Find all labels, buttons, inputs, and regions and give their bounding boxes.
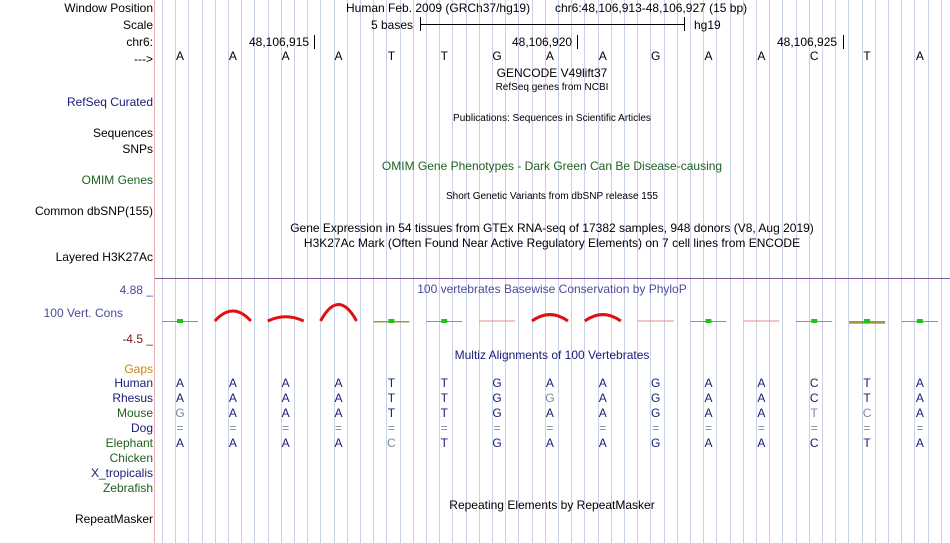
alignment-base: G xyxy=(492,376,502,390)
alignment-base: T xyxy=(387,406,396,420)
alignment-base: A xyxy=(228,436,237,450)
base-letter: A xyxy=(704,49,713,63)
alignment-base: = xyxy=(863,421,871,435)
phylop-bar-positive xyxy=(532,315,568,321)
alignment-base: = xyxy=(176,421,184,435)
alignment-base: T xyxy=(387,376,396,390)
refseq-track-title[interactable]: RefSeq genes from NCBI xyxy=(495,82,609,93)
alignment-base: = xyxy=(652,421,660,435)
alignment-base: C xyxy=(809,376,819,390)
species-label[interactable]: Chicken xyxy=(109,451,153,465)
alignment-base: G xyxy=(650,406,661,420)
alignment-base: A xyxy=(334,391,343,405)
phylop-conservation-plot[interactable] xyxy=(0,296,950,336)
base-letter: T xyxy=(387,49,396,63)
alignment-base: A xyxy=(228,391,237,405)
tick-mark-1 xyxy=(314,35,315,49)
species-label[interactable]: Elephant xyxy=(105,436,153,450)
chrom-label: chr6: xyxy=(126,35,153,49)
alignment-base: A xyxy=(281,406,290,420)
phylop-bar-positive xyxy=(585,315,621,321)
alignment-base: A xyxy=(598,391,607,405)
scale-db: hg19 xyxy=(694,18,721,32)
omim-track-title[interactable]: OMIM Gene Phenotypes - Dark Green Can Be Disease-causing xyxy=(381,159,723,173)
strand-label: ---> xyxy=(134,52,153,66)
alignment-base: A xyxy=(175,436,184,450)
species-label[interactable]: Human xyxy=(114,376,153,390)
position-readout[interactable]: chr6:48,106,913-48,106,927 (15 bp) xyxy=(555,1,748,15)
base-letter: A xyxy=(757,49,766,63)
alignment-base: = xyxy=(282,421,290,435)
tick-mark-3 xyxy=(843,35,844,49)
phylop-marker xyxy=(388,319,394,323)
alignment-base: = xyxy=(440,421,448,435)
phylop-marker xyxy=(177,319,183,323)
alignment-base: A xyxy=(175,391,184,405)
scale-label: Scale xyxy=(122,18,153,32)
alignment-base: A xyxy=(334,376,343,390)
gtex-track-title[interactable]: Gene Expression in 54 tissues from GTEx RNA-seq of 17382 samples, 948 donors (V8, Aug 2019) xyxy=(290,221,814,235)
multiz-track-title[interactable]: Multiz Alignments of 100 Vertebrates xyxy=(454,348,650,362)
alignment-base: T xyxy=(387,391,396,405)
alignment-base: = xyxy=(810,421,818,435)
alignment-base: A xyxy=(915,436,924,450)
base-letter: G xyxy=(492,49,502,63)
base-letter: A xyxy=(281,49,290,63)
base-letter: A xyxy=(545,49,554,63)
phylop-marker xyxy=(864,319,870,323)
base-letter: C xyxy=(809,49,819,63)
alignment-base: C xyxy=(387,436,396,450)
cons-max-label: 4.88 _ xyxy=(119,283,153,297)
phylop-bar-positive xyxy=(215,311,251,321)
base-letter: A xyxy=(334,49,343,63)
base-letter: T xyxy=(440,49,448,63)
alignment-base: A xyxy=(228,376,237,390)
alignment-base: A xyxy=(175,376,184,390)
window-position-label: Window Position xyxy=(64,1,153,15)
species-label[interactable]: Dog xyxy=(130,421,153,435)
tick-label-1: 48,106,915 xyxy=(249,35,310,49)
alignment-base: A xyxy=(598,376,607,390)
species-label[interactable]: X_tropicalis xyxy=(90,466,153,480)
alignment-base: C xyxy=(862,406,872,420)
phylop-track-title[interactable]: 100 vertebrates Basewise Conservation by PhyloP xyxy=(417,282,687,296)
species-label[interactable]: Rhesus xyxy=(112,391,153,405)
alignment-base: A xyxy=(704,376,713,390)
alignment-base: T xyxy=(863,376,871,390)
dbsnp-label[interactable]: Common dbSNP(155) xyxy=(34,204,153,218)
alignment-base: T xyxy=(440,436,448,450)
phylop-marker xyxy=(917,319,923,323)
scale-bar xyxy=(420,17,685,32)
alignment-base: A xyxy=(545,376,554,390)
sequences-label[interactable]: Sequences xyxy=(92,126,153,140)
phylop-marker xyxy=(441,319,447,323)
alignment-base: T xyxy=(863,436,871,450)
species-label[interactable]: Zebrafish xyxy=(102,481,153,495)
alignment-base: T xyxy=(810,406,818,420)
alignment-base: A xyxy=(915,376,924,390)
gaps-label[interactable]: Gaps xyxy=(124,362,153,376)
alignment-base: A xyxy=(757,391,766,405)
alignment-base: A xyxy=(704,406,713,420)
repeatmasker-label[interactable]: RepeatMasker xyxy=(74,512,153,526)
alignment-base: A xyxy=(281,391,290,405)
tick-mark-2 xyxy=(577,35,578,49)
alignment-base: A xyxy=(334,436,343,450)
alignment-base: = xyxy=(757,421,765,435)
phylop-bar-positive xyxy=(268,317,304,321)
track-separator xyxy=(155,278,950,279)
alignment-base: = xyxy=(599,421,607,435)
alignment-base: C xyxy=(809,391,819,405)
dbsnp-track-title[interactable]: Short Genetic Variants from dbSNP release 155 xyxy=(446,191,658,202)
alignment-base: A xyxy=(598,436,607,450)
scale-text: 5 bases xyxy=(371,18,414,32)
publications-track-title[interactable]: Publications: Sequences in Scientific Articles xyxy=(453,113,651,124)
alignment-base: = xyxy=(916,421,924,435)
alignment-base: G xyxy=(492,391,502,405)
alignment-base: G xyxy=(545,391,555,405)
alignment-base: G xyxy=(650,436,661,450)
base-letter: G xyxy=(650,49,661,63)
omim-label[interactable]: OMIM Genes xyxy=(81,173,153,187)
base-letter: A xyxy=(915,49,924,63)
repeatmasker-track-title[interactable]: Repeating Elements by RepeatMasker xyxy=(449,498,655,512)
alignment-base: = xyxy=(546,421,554,435)
h3k27ac-track-title[interactable]: H3K27Ac Mark (Often Found Near Active Regulatory Elements) on 7 cell lines from ENCODE xyxy=(303,236,801,250)
phylop-marker xyxy=(811,319,817,323)
alignment-base: T xyxy=(440,391,448,405)
cons-track-label[interactable]: 100 Vert. Cons xyxy=(43,306,123,320)
species-label[interactable]: Mouse xyxy=(116,406,153,420)
tick-label-2: 48,106,920 xyxy=(512,35,573,49)
tick-label-3: 48,106,925 xyxy=(777,35,838,49)
base-letter: A xyxy=(598,49,607,63)
phylop-marker xyxy=(706,319,712,323)
alignment-base: A xyxy=(757,436,766,450)
cons-min-label: -4.5 _ xyxy=(122,332,153,346)
assembly-title: Human Feb. 2009 (GRCh37/hg19) xyxy=(346,1,531,15)
alignment-base: = xyxy=(335,421,343,435)
snps-label[interactable]: SNPs xyxy=(122,142,153,156)
alignment-base: G xyxy=(175,406,185,420)
alignment-base: A xyxy=(281,376,290,390)
alignment-base: G xyxy=(650,391,661,405)
gencode-track-title[interactable]: GENCODE V49lift37 xyxy=(496,66,608,80)
phylop-bar-positive xyxy=(321,305,357,321)
base-letter: A xyxy=(228,49,237,63)
alignment-base: A xyxy=(281,436,290,450)
alignment-base: A xyxy=(915,406,924,420)
species-alignment xyxy=(0,376,950,496)
alignment-base: C xyxy=(809,436,819,450)
alignment-base: G xyxy=(650,376,661,390)
base-letter: A xyxy=(175,49,184,63)
refseq-label[interactable]: RefSeq Curated xyxy=(66,95,153,109)
alignment-base: G xyxy=(492,436,502,450)
alignment-base: G xyxy=(492,406,502,420)
alignment-base: = xyxy=(704,421,712,435)
alignment-base: A xyxy=(915,391,924,405)
h3k27ac-label[interactable]: Layered H3K27Ac xyxy=(55,250,153,264)
alignment-base: T xyxy=(440,376,448,390)
alignment-base: A xyxy=(334,406,343,420)
alignment-base: = xyxy=(229,421,237,435)
alignment-base: = xyxy=(493,421,501,435)
alignment-base: A xyxy=(545,406,554,420)
alignment-base: A xyxy=(228,406,237,420)
alignment-base: T xyxy=(440,406,448,420)
alignment-base: A xyxy=(704,391,713,405)
alignment-base: T xyxy=(863,391,871,405)
base-sequence-row xyxy=(0,49,950,64)
base-letter: T xyxy=(863,49,871,63)
alignment-base: = xyxy=(387,421,395,435)
alignment-base: A xyxy=(757,376,766,390)
alignment-base: A xyxy=(757,406,766,420)
alignment-base: A xyxy=(545,436,554,450)
alignment-base: A xyxy=(704,436,713,450)
alignment-base: A xyxy=(598,406,607,420)
